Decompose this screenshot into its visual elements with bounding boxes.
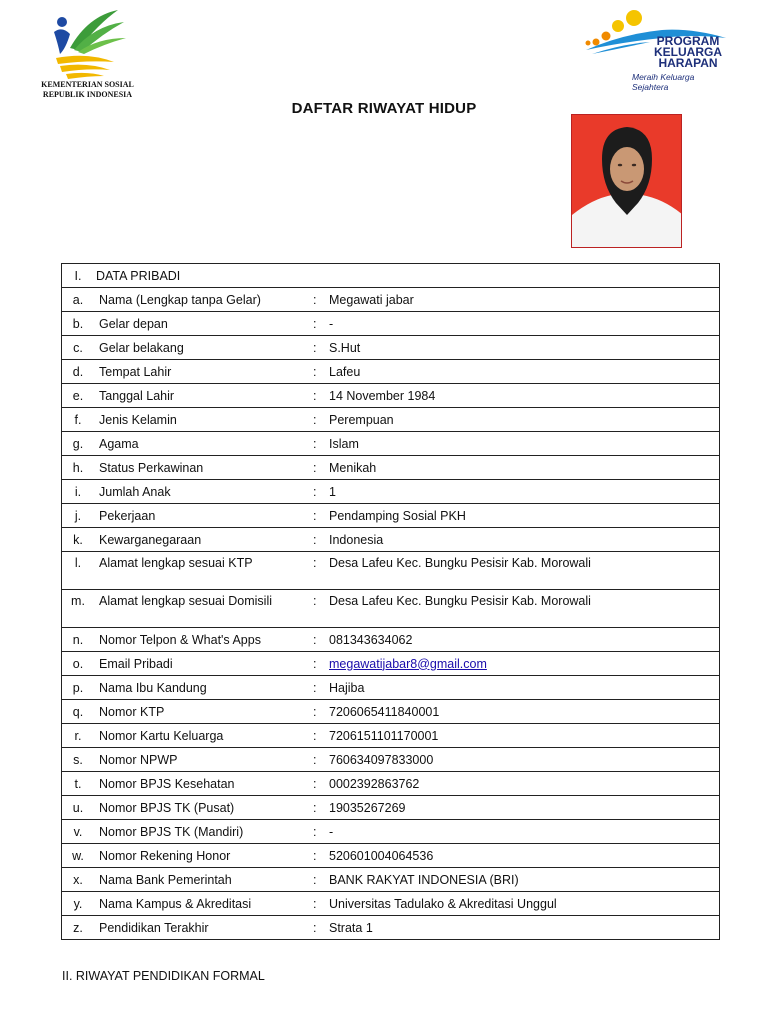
row-letter: m.	[62, 590, 95, 628]
table-row	[62, 652, 720, 676]
row-label: Status Perkawinan	[94, 456, 313, 480]
row-label: Nomor KTP	[94, 700, 313, 724]
row-letter: k.	[62, 528, 95, 552]
table-row	[62, 288, 720, 312]
row-letter: n.	[62, 628, 95, 652]
row-letter: t.	[62, 772, 95, 796]
row-colon: :	[313, 628, 329, 652]
table-row	[62, 336, 720, 360]
row-letter: u.	[62, 796, 95, 820]
row-value: Perempuan	[329, 408, 720, 432]
ministry-country: REPUBLIK INDONESIA	[42, 90, 133, 99]
row-label: Email Pribadi	[94, 652, 313, 676]
section-two-title: II. RIWAYAT PENDIDIKAN FORMAL	[62, 969, 265, 983]
row-label: Gelar depan	[94, 312, 313, 336]
row-colon: :	[313, 676, 329, 700]
section-title: DATA PRIBADI	[94, 264, 720, 288]
row-value: 14 November 1984	[329, 384, 720, 408]
row-colon: :	[313, 336, 329, 360]
row-letter: p.	[62, 676, 95, 700]
row-label: Alamat lengkap sesuai Domisili	[94, 590, 313, 628]
row-letter: y.	[62, 892, 95, 916]
email-link[interactable]: megawatijabar8@gmail.com	[329, 656, 487, 671]
row-colon: :	[313, 796, 329, 820]
pkh-logo	[582, 8, 732, 92]
kemensos-emblem-icon	[48, 8, 128, 80]
row-value: 760634097833000	[329, 748, 720, 772]
table-row	[62, 796, 720, 820]
row-label: Tanggal Lahir	[94, 384, 313, 408]
table-row	[62, 456, 720, 480]
row-colon: :	[313, 456, 329, 480]
table-row	[62, 590, 720, 628]
person-photo-icon	[572, 115, 682, 248]
table-row	[62, 772, 720, 796]
row-colon: :	[313, 528, 329, 552]
row-label: Nomor NPWP	[94, 748, 313, 772]
table-row	[62, 408, 720, 432]
row-value: 7206151101170001	[329, 724, 720, 748]
row-value: Menikah	[329, 456, 720, 480]
row-colon: :	[313, 384, 329, 408]
row-value: Pendamping Sosial PKH	[329, 504, 720, 528]
row-letter: o.	[62, 652, 95, 676]
row-label: Jenis Kelamin	[94, 408, 313, 432]
row-value: Indonesia	[329, 528, 720, 552]
pkh-line1: PROGRAM	[656, 34, 720, 48]
table-row	[62, 628, 720, 652]
row-letter: d.	[62, 360, 95, 384]
row-label: Pekerjaan	[94, 504, 313, 528]
ministry-name: KEMENTERIAN SOSIAL	[41, 80, 134, 89]
row-value: Desa Lafeu Kec. Bungku Pesisir Kab. Morowali	[329, 552, 720, 590]
row-colon: :	[313, 288, 329, 312]
row-colon: :	[313, 748, 329, 772]
row-label: Nomor Telpon & What's Apps	[94, 628, 313, 652]
table-row	[62, 480, 720, 504]
row-label: Alamat lengkap sesuai KTP	[94, 552, 313, 590]
row-letter: e.	[62, 384, 95, 408]
table-row	[62, 748, 720, 772]
row-colon: :	[313, 820, 329, 844]
row-letter: f.	[62, 408, 95, 432]
profile-photo	[571, 114, 682, 248]
row-letter: s.	[62, 748, 95, 772]
section-number: I.	[62, 264, 95, 288]
row-colon: :	[313, 772, 329, 796]
table-row	[62, 312, 720, 336]
row-value: -	[329, 820, 720, 844]
table-row	[62, 360, 720, 384]
row-letter: h.	[62, 456, 95, 480]
table-row	[62, 892, 720, 916]
row-label: Nama (Lengkap tanpa Gelar)	[94, 288, 313, 312]
table-row	[62, 552, 720, 590]
row-label: Nomor BPJS TK (Pusat)	[94, 796, 313, 820]
table-row	[62, 844, 720, 868]
row-label: Nomor Rekening Honor	[94, 844, 313, 868]
row-letter: w.	[62, 844, 95, 868]
row-colon: :	[313, 480, 329, 504]
row-letter: v.	[62, 820, 95, 844]
row-letter: i.	[62, 480, 95, 504]
row-value: Megawati jabar	[329, 288, 720, 312]
row-letter: z.	[62, 916, 95, 940]
row-value: 19035267269	[329, 796, 720, 820]
row-value: BANK RAKYAT INDONESIA (BRI)	[329, 868, 720, 892]
row-label: Jumlah Anak	[94, 480, 313, 504]
row-label: Nomor BPJS TK (Mandiri)	[94, 820, 313, 844]
row-letter: g.	[62, 432, 95, 456]
table-row	[62, 820, 720, 844]
table-row	[62, 528, 720, 552]
table-row	[62, 868, 720, 892]
kemensos-logo	[30, 8, 145, 103]
row-colon: :	[313, 652, 329, 676]
row-value: Hajiba	[329, 676, 720, 700]
row-colon: :	[313, 844, 329, 868]
row-value: S.Hut	[329, 336, 720, 360]
table-row	[62, 384, 720, 408]
row-colon: :	[313, 552, 329, 590]
table-row	[62, 724, 720, 748]
row-value: 081343634062	[329, 628, 720, 652]
row-value: 0002392863762	[329, 772, 720, 796]
table-row	[62, 432, 720, 456]
pkh-line2: KELUARGA	[654, 45, 722, 59]
row-value-cell	[329, 652, 720, 676]
row-letter: x.	[62, 868, 95, 892]
row-value: 1	[329, 480, 720, 504]
row-colon: :	[313, 868, 329, 892]
table-row	[62, 700, 720, 724]
row-label: Tempat Lahir	[94, 360, 313, 384]
row-label: Gelar belakang	[94, 336, 313, 360]
row-letter: c.	[62, 336, 95, 360]
row-colon: :	[313, 724, 329, 748]
row-colon: :	[313, 504, 329, 528]
row-label: Nama Kampus & Akreditasi	[94, 892, 313, 916]
table-row	[62, 916, 720, 940]
row-label: Nomor Kartu Keluarga	[94, 724, 313, 748]
document-title: DAFTAR RIWAYAT HIDUP	[291, 100, 477, 117]
row-letter: q.	[62, 700, 95, 724]
row-colon: :	[313, 892, 329, 916]
row-letter: a.	[62, 288, 95, 312]
row-colon: :	[313, 700, 329, 724]
row-colon: :	[313, 432, 329, 456]
row-label: Nama Bank Pemerintah	[94, 868, 313, 892]
personal-data-table	[61, 263, 720, 940]
table-row	[62, 676, 720, 700]
row-label: Agama	[94, 432, 313, 456]
row-colon: :	[313, 590, 329, 628]
row-colon: :	[313, 312, 329, 336]
pkh-tagline: Meraih Keluarga Sejahtera	[632, 72, 695, 92]
row-value: Universitas Tadulako & Akreditasi Unggul	[329, 892, 720, 916]
row-value: Desa Lafeu Kec. Bungku Pesisir Kab. Morowali	[329, 590, 720, 628]
pkh-line3: HARAPAN	[658, 56, 718, 70]
row-value: -	[329, 312, 720, 336]
row-letter: r.	[62, 724, 95, 748]
row-value: Islam	[329, 432, 720, 456]
row-value: Strata 1	[329, 916, 720, 940]
row-letter: j.	[62, 504, 95, 528]
row-colon: :	[313, 916, 329, 940]
row-label: Kewarganegaraan	[94, 528, 313, 552]
row-colon: :	[313, 360, 329, 384]
row-label: Nomor BPJS Kesehatan	[94, 772, 313, 796]
row-letter: b.	[62, 312, 95, 336]
table-row	[62, 504, 720, 528]
row-value: 7206065411840001	[329, 700, 720, 724]
section-header-row	[62, 264, 720, 288]
row-label: Nama Ibu Kandung	[94, 676, 313, 700]
row-value: Lafeu	[329, 360, 720, 384]
row-colon: :	[313, 408, 329, 432]
row-value: 520601004064536	[329, 844, 720, 868]
row-letter: l.	[62, 552, 95, 590]
row-label: Pendidikan Terakhir	[94, 916, 313, 940]
